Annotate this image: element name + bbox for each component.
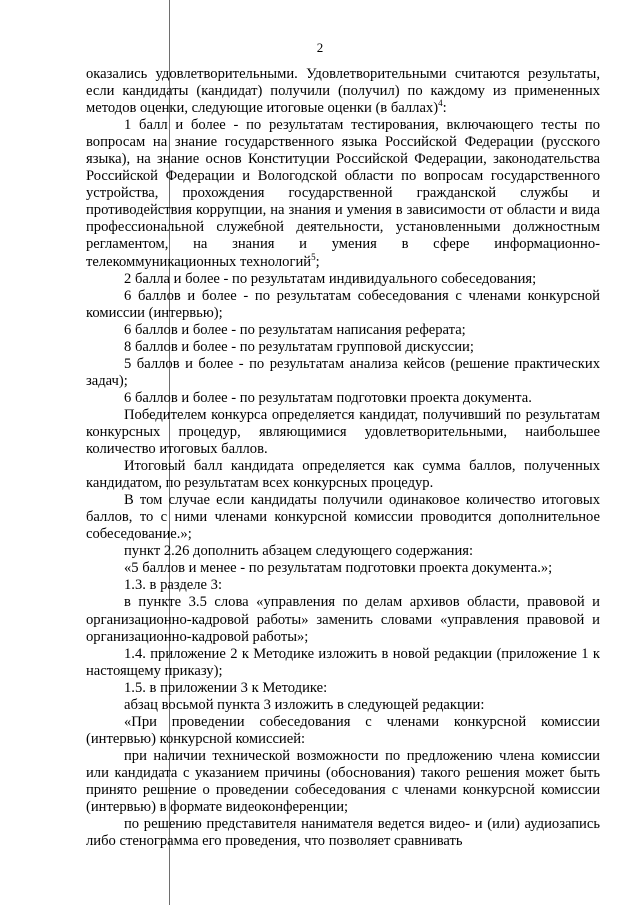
paragraph: «5 баллов и менее - по результатам подготовки проекта документа.»; [124, 560, 553, 577]
document-body [86, 66, 600, 850]
paragraph: 1.4. приложение 2 к Методике изложить в новой редакции (приложение 1 к настоящему приказу); [86, 645, 600, 679]
paragraph: 6 баллов и более - по результатам собеседования с членами конкурсной комиссии (интервью); [86, 287, 600, 321]
paragraph-text: 1 балл и более - по результатам тестирования, включающего тесты по вопросам на знание государственного языка Российской Федерации (русского языка), на знание основ Конституции Российской Федерации, законодательства Российской Федерации и Вологодской области по вопросам государственного устройства, прохождения государственной гражданской службы и противодействия коррупции, на знания и умения в зависимости от области и вида профессиональной служебной деятельности, установленными должностным регламентом, на знания и умения в сфере информационно-телекоммуникационных технологий [86, 117, 600, 270]
paragraph: 5 баллов и более - по результатам анализа кейсов (решение практических задач); [86, 355, 600, 389]
footnote-marker: 5 [311, 251, 316, 262]
paragraph: 2 балла и более - по результатам индивидуального собеседования; [124, 270, 537, 287]
paragraph [86, 66, 600, 117]
paragraph: В том случае если кандидаты получили одинаковое количество итоговых баллов, то с ними членами конкурсной комиссии проводится дополнительное собеседование.»; [86, 492, 600, 543]
paragraph: 8 баллов и более - по результатам групповой дискуссии; [124, 338, 474, 355]
paragraph: «При проведении собеседования с членами конкурсной комиссии (интервью) конкурсной комиссией: [86, 713, 600, 747]
footnote-marker: 4 [438, 98, 443, 109]
paragraph: Победителем конкурса определяется кандидат, получивший по результатам конкурсных процедур, являющимися удовлетворительными, наибольшее количество итоговых баллов. [86, 406, 600, 458]
paragraph: в пункте 3.5 слова «управления по делам архивов области, правовой и организационно-кадровой работы» заменить словами «управления правовой и организационно-кадровой работы»; [86, 594, 600, 645]
paragraph: по решению представителя нанимателя ведется видео- и (или) аудиозапись либо стенограмма его проведения, что позволяет сравнивать [86, 816, 600, 850]
paragraph: 6 баллов и более - по результатам написания реферата; [124, 321, 466, 338]
paragraph: пункт 2.26 дополнить абзацем следующего содержания: [124, 543, 474, 560]
page-number: 2 [316, 40, 324, 55]
paragraph [86, 117, 600, 270]
paragraph: при наличии технической возможности по предложению члена комиссии или кандидата с указанием причины (обоснования) такого решения может быть принято решение о проведении собеседования с членами конкурсной комиссии (интервью) в формате видеоконференции; [86, 747, 600, 816]
paragraph: 6 баллов и более - по результатам подготовки проекта документа. [124, 389, 532, 406]
paragraph: абзац восьмой пункта 3 изложить в следующей редакции: [124, 696, 485, 713]
paragraph-text: оказались удовлетворительными. Удовлетворительными считаются результаты, если кандидаты (кандидат) получили (получил) по каждому из примененных методов оценки, следующие итоговые оценки (в баллах) [86, 66, 600, 117]
paragraph-tail: ; [315, 253, 320, 270]
paragraph: 1.3. в разделе 3: [124, 577, 223, 594]
paragraph: Итоговый балл кандидата определяется как сумма баллов, полученных кандидатом, по результатам всех конкурсных процедур. [86, 458, 600, 492]
paragraph: 1.5. в приложении 3 к Методике: [124, 679, 328, 696]
paragraph-tail: : [442, 100, 447, 117]
